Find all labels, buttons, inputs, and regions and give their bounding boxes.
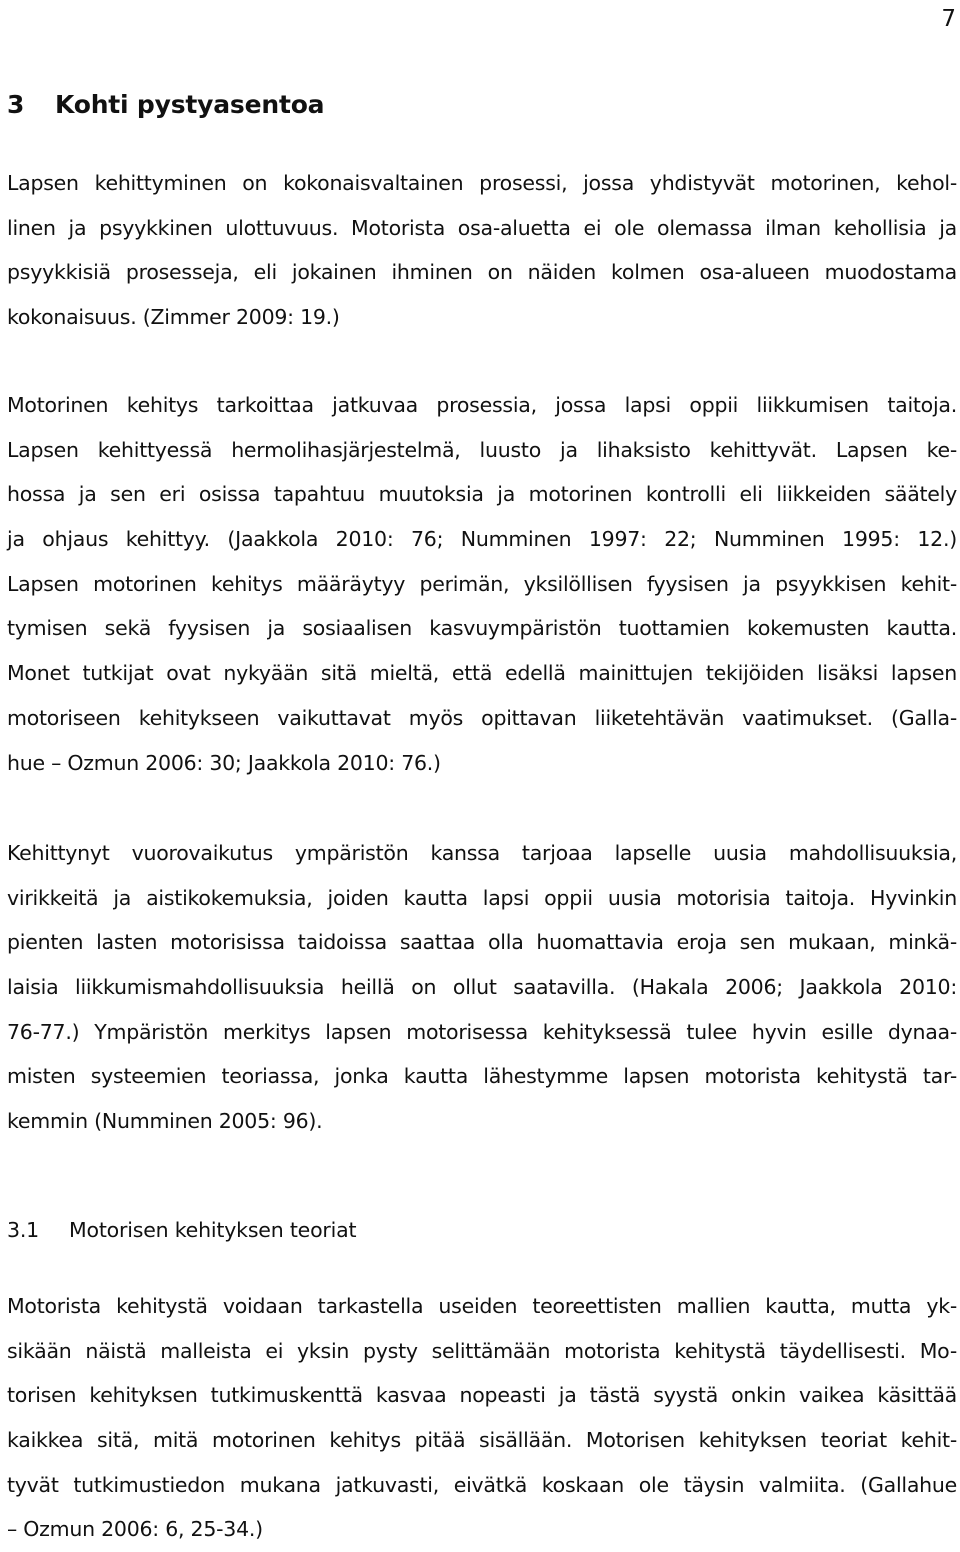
paragraph-line: pienten lasten motorisissa taidoissa saattaa olla huomattavia eroja sen mukaan, minkä- (7, 930, 957, 955)
paragraph-line: misten systeemien teoriassa, jonka kautta lähestymme lapsen motorista kehitystä tar- (7, 1064, 957, 1089)
paragraph-line: tymisen sekä fyysisen ja sosiaalisen kasvuympäristön tuottamien kokemusten kautta. (7, 616, 957, 641)
paragraph-line: laisia liikkumismahdollisuuksia heillä on ollut saatavilla. (Hakala 2006; Jaakkola 2010: (7, 975, 957, 1000)
paragraph-line: kokonaisuus. (Zimmer 2009: 19.) (7, 305, 340, 330)
paragraph-4 (7, 1284, 957, 1552)
paragraph-1 (7, 161, 957, 340)
paragraph-line: motoriseen kehitykseen vaikuttavat myös opittavan liiketehtävän vaatimukset. (Galla- (7, 705, 957, 730)
paragraph-line: torisen kehityksen tutkimuskenttä kasvaa nopeasti ja tästä syystä onkin vaikea käsittää (7, 1383, 957, 1408)
section-number: 3.1 (7, 1218, 40, 1242)
chapter-number: 3 (7, 90, 25, 119)
paragraph-line: virikkeitä ja aistikokemuksia, joiden kautta lapsi oppii uusia motorisia taitoja. Hyvinkin (7, 885, 957, 910)
paragraph-line: psyykkisiä prosesseja, eli jokainen ihminen on näiden kolmen osa-alueen muodostama (7, 260, 957, 285)
paragraph-line: 76-77.) Ympäristön merkitys lapsen motorisessa kehityksessä tulee hyvin esille dynaa- (7, 1019, 957, 1044)
paragraph-line: linen ja psyykkinen ulottuvuus. Motorista osa-aluetta ei ole olemassa ilman kehollisia ja (7, 215, 957, 240)
paragraph-line: hue – Ozmun 2006: 30; Jaakkola 2010: 76.) (7, 750, 441, 775)
paragraph-line: Lapsen kehittyessä hermolihasjärjestelmä, luusto ja lihaksisto kehittyvät. Lapsen ke- (7, 437, 957, 462)
paragraph-line: Motorinen kehitys tarkoittaa jatkuvaa prosessia, jossa lapsi oppii liikkumisen taitoja. (7, 393, 957, 417)
paragraph-2 (7, 383, 957, 785)
chapter-heading (7, 90, 324, 119)
paragraph-line: tyvät tutkimustiedon mukana jatkuvasti, eivätkä koskaan ole täysin valmiita. (Gallahue (7, 1472, 957, 1497)
paragraph-line: kemmin (Numminen 2005: 96). (7, 1109, 323, 1134)
chapter-title: Kohti pystyasentoa (55, 90, 325, 119)
paragraph-line: kaikkea sitä, mitä motorinen kehitys pitää sisällään. Motorisen kehityksen teoriat kehit- (7, 1428, 957, 1453)
page-number: 7 (941, 6, 956, 32)
paragraph-line: Monet tutkijat ovat nykyään sitä mieltä, että edellä mainittujen tekijöiden lisäksi lapsen (7, 661, 957, 686)
section-heading (7, 1218, 356, 1242)
paragraph-3 (7, 831, 957, 1144)
paragraph-line: Kehittynyt vuorovaikutus ympäristön kanssa tarjoaa lapselle uusia mahdollisuuksia, (7, 841, 957, 865)
paragraph-line: hossa ja sen eri osissa tapahtuu muutoksia ja motorinen kontrolli eli liikkeiden säätely (7, 482, 957, 507)
paragraph-line: Lapsen kehittyminen on kokonaisvaltainen prosessi, jossa yhdistyvät motorinen, kehol- (7, 171, 957, 195)
paragraph-line: Lapsen motorinen kehitys määräytyy perimän, yksilöllisen fyysisen ja psyykkisen kehit- (7, 571, 957, 596)
paragraph-line: ja ohjaus kehittyy. (Jaakkola 2010: 76; Numminen 1997: 22; Numminen 1995: 12.) (7, 527, 957, 552)
section-title: Motorisen kehityksen teoriat (69, 1218, 357, 1242)
paragraph-line: – Ozmun 2006: 6, 25-34.) (7, 1517, 263, 1542)
paragraph-line: sikään näistä malleista ei yksin pysty selittämään motorista kehitystä täydellisesti. Mo- (7, 1338, 957, 1363)
paragraph-line: Motorista kehitystä voidaan tarkastella useiden teoreettisten mallien kautta, mutta yk- (7, 1294, 957, 1318)
